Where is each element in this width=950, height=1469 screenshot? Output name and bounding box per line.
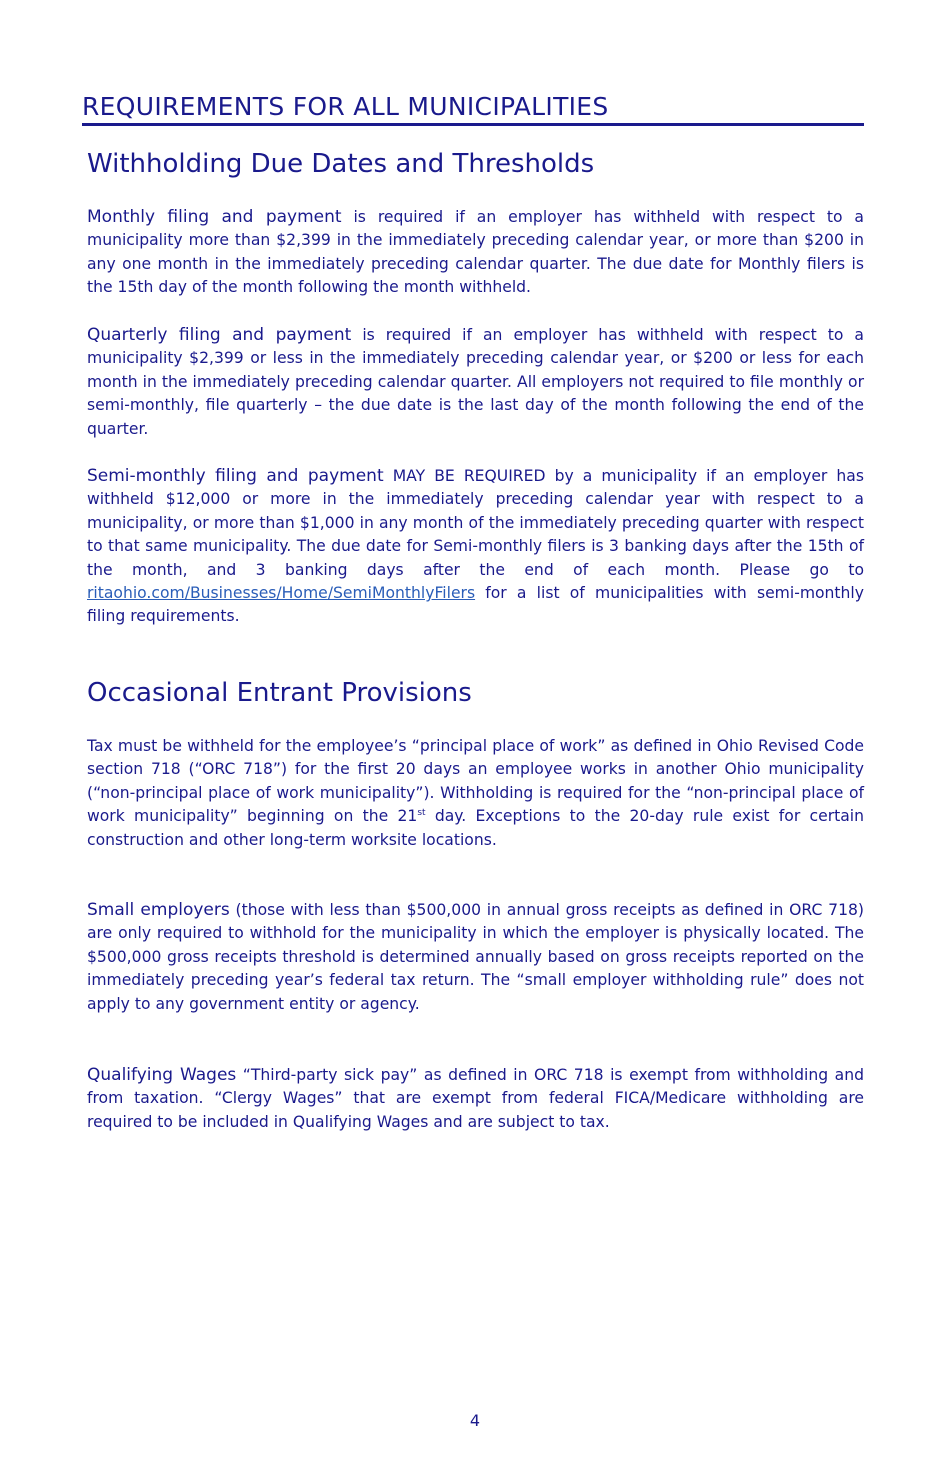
semimonthly-filers-link[interactable]: ritaohio.com/Businesses/Home/SemiMonthlyFilers — [87, 584, 476, 603]
lead-monthly: Monthly filing and payment — [87, 207, 342, 227]
text-qualifying-wages: “Third-party sick pay” as defined in ORC 718 is exempt from withholding and from taxation. “Clergy Wages” that are exempt from federal FICA/Medicare withholding are required to be included in Qualifying Wages and are subject to tax. — [87, 1066, 864, 1131]
text-semimonthly-after-link: for a list of municipalities with semi-monthly filing requirements. — [87, 584, 864, 626]
page-heading: REQUIREMENTS FOR ALL MUNICIPALITIES — [82, 92, 864, 126]
lead-quarterly: Quarterly filing and payment — [87, 325, 352, 345]
paragraph-qualifying-wages — [87, 1064, 864, 1134]
paragraph-monthly-filing — [87, 206, 864, 300]
text-quarterly: is required if an employer has withheld with respect to a municipality $2,399 or less in the immediately preceding calendar year, or $200 or less for each month in the immediately preceding calendar quarter. All employers not required to file monthly or semi-monthly, file quarterly – the due date is the last day of the month following the end of the quarter. — [87, 326, 864, 438]
text-semimonthly-before-link: MAY BE REQUIRED by a municipality if an employer has withheld $12,000 or more in the immediately preceding calendar year with respect to a municipality, or more than $1,000 in any month of the immediately preceding quarter with respect to that same municipality. The due date for Semi-monthly filers is 3 banking days after the 15th of the month, and 3 banking days after the end of each month. Please go to — [87, 467, 864, 579]
paragraph-occasional-intro — [87, 735, 864, 852]
paragraph-quarterly-filing — [87, 324, 864, 441]
lead-semimonthly: Semi-monthly filing and payment — [87, 466, 384, 486]
page-number: 4 — [469, 1411, 481, 1430]
paragraph-semimonthly-filing — [87, 465, 864, 629]
text-occasional-exceptions: day. Exceptions to the 20-day rule exist for certain construction and other long-term worksite locations. — [87, 807, 864, 849]
section-title-withholding: Withholding Due Dates and Thresholds — [87, 149, 595, 179]
text-monthly: is required if an employer has withheld with respect to a municipality more than $2,399 in the immediately preceding calendar year, or more than $200 in any one month in the immediately preceding calendar quarter. The due date for Monthly filers is the 15th day of the month following the month withheld. — [87, 208, 864, 297]
lead-qualifying-wages: Qualifying Wages — [87, 1065, 237, 1085]
paragraph-small-employers — [87, 899, 864, 1016]
ordinal-suffix: st — [417, 808, 426, 819]
section-title-occasional-entrant: Occasional Entrant Provisions — [87, 678, 472, 708]
lead-small-employers: Small employers — [87, 900, 230, 920]
text-occasional-intro: Tax must be withheld for the employee’s “principal place of work” as defined in Ohio Revised Code section 718 (“ORC 718”) for the first 20 days an employee works in another Ohio municipality (“non-principal place of work municipality”). Withholding is required for the “non-principal place of work municipality” beginning on the 21 — [87, 737, 864, 826]
text-small-employers: (those with less than $500,000 in annual gross receipts as defined in ORC 718) are only required to withhold for the municipality in which the employer is physically located. The $500,000 gross receipts threshold is determined annually based on gross receipts reported on the immediately preceding year’s federal tax return. The “small employer withholding rule” does not apply to any government entity or agency. — [87, 901, 864, 1013]
